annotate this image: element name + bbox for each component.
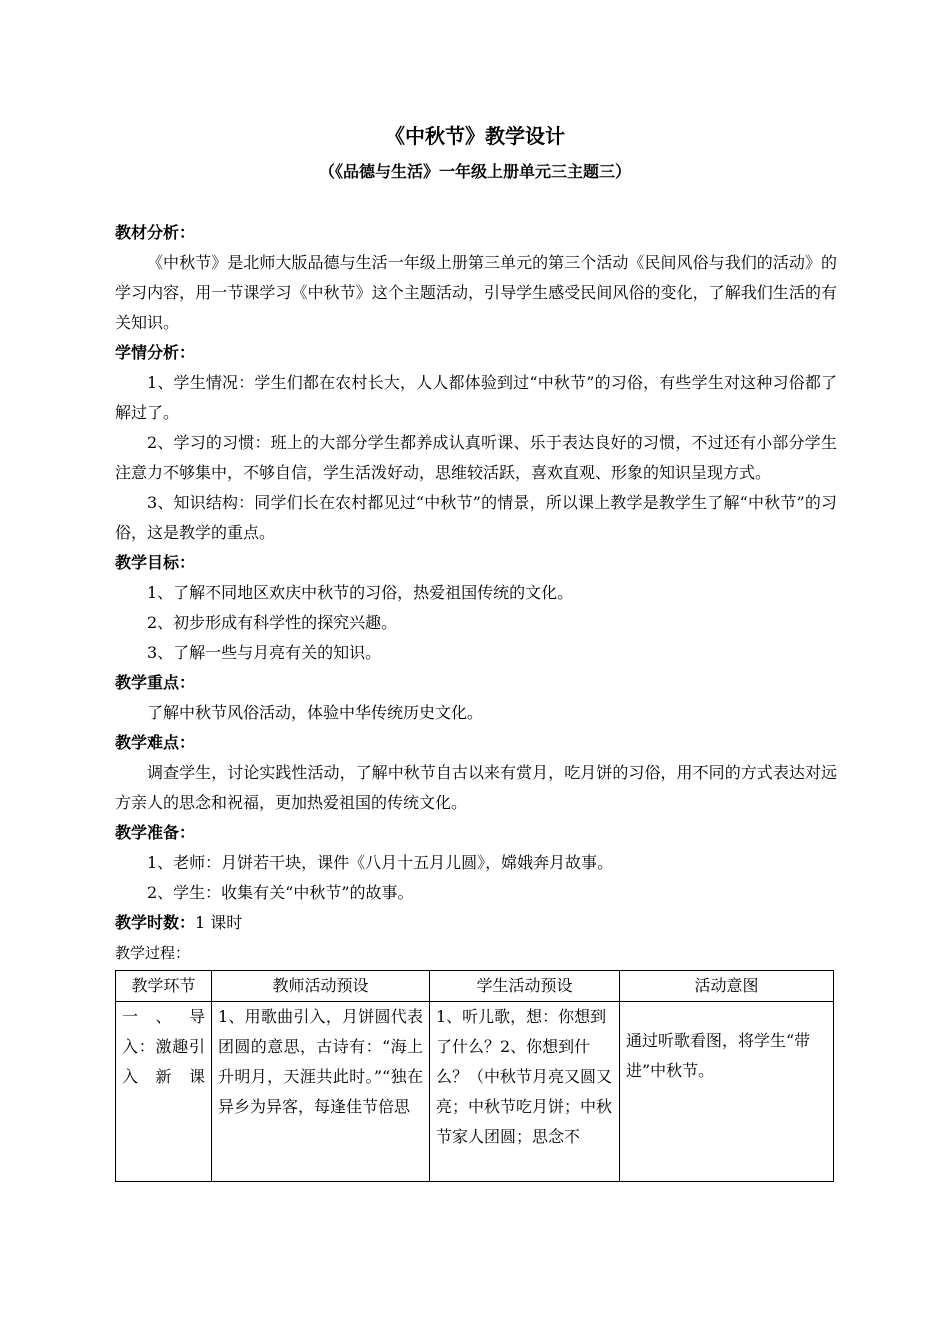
table-header-cell: 教学环节 xyxy=(116,971,212,1002)
table-header-cell: 教师活动预设 xyxy=(212,971,430,1002)
prep-item-2: 2、学生：收集有关“中秋节”的故事。 xyxy=(147,883,414,902)
hours-line xyxy=(115,908,837,938)
goals-item-3: 3、了解一些与月亮有关的知识。 xyxy=(147,643,382,662)
difficulty-text: 调查学生，讨论实践性活动，了解中秋节自古以来有赏月，吃月饼的习俗，用不同的方式表达对远方亲人的思念和祝福，更加热爱祖国的传统文化。 xyxy=(115,763,837,812)
material-text: 《中秋节》是北师大版品德与生活一年级上册第三单元的第三个活动《民间风俗与我们的活动》的学习内容，用一节课学习《中秋节》这个主题活动，引导学生感受民间风俗的变化，了解我们生活的有关知识。 xyxy=(115,253,837,332)
heading-prep: 教学准备： xyxy=(115,823,196,842)
goals-item-1: 1、了解不同地区欢庆中秋节的习俗，热爱祖国传统的文化。 xyxy=(147,583,574,602)
heading-students: 学情分析： xyxy=(115,343,196,362)
intent-cell: 通过听歌看图，将学生“带进”中秋节。 xyxy=(620,1002,834,1182)
process-label: 教学过程： xyxy=(115,944,191,962)
table-header-cell: 活动意图 xyxy=(620,971,834,1002)
student-cell: 1、听儿歌，想：你想到了什么？2、你想到什么？（中秋节月亮又圆又亮；中秋节吃月饼；中秋节家人团圆；思念不 xyxy=(430,1002,620,1182)
table-header-cell: 学生活动预设 xyxy=(430,971,620,1002)
goals-item-2: 2、初步形成有科学性的探究兴趣。 xyxy=(147,613,398,632)
teacher-cell: 1、用歌曲引入，月饼圆代表团圆的意思，古诗有：“海上升明月，天涯共此时。”“独在异乡为异客，每逢佳节倍思 xyxy=(212,1002,430,1182)
doc-title: 《中秋节》教学设计 xyxy=(385,124,565,148)
students-item-2: 2、学习的习惯：班上的大部分学生都养成认真听课、乐于表达良好的习惯，不过还有小部分学生注意力不够集中，不够自信，学生活泼好动，思维较活跃，喜欢直观、形象的知识呈现方式。 xyxy=(115,433,837,482)
heading-material: 教材分析： xyxy=(115,223,196,242)
hours-value: 1 课时 xyxy=(195,913,243,932)
table-row xyxy=(116,1002,834,1182)
heading-goals: 教学目标： xyxy=(115,553,196,572)
doc-body xyxy=(115,218,837,1182)
heading-difficulty: 教学难点： xyxy=(115,733,196,752)
process-table xyxy=(115,970,834,1182)
students-item-1: 1、学生情况：学生们都在农村长大，人人都体验到过“中秋节”的习俗，有些学生对这种习俗都了解过了。 xyxy=(115,373,837,422)
keypoint-text: 了解中秋节风俗活动，体验中华传统历史文化。 xyxy=(147,703,484,722)
students-item-3: 3、知识结构：同学们长在农村都见过“中秋节”的情景，所以课上教学是教学生了解“中秋节”的习俗，这是教学的重点。 xyxy=(115,493,837,542)
table-header-row xyxy=(116,971,834,1002)
heading-keypoint: 教学重点： xyxy=(115,673,196,692)
prep-item-1: 1、老师：月饼若干块，课件《八月十五月儿圆》，嫦娥奔月故事。 xyxy=(147,853,614,872)
heading-hours: 教学时数： xyxy=(115,913,196,932)
doc-subtitle: （《品德与生活》一年级上册单元三主题三） xyxy=(318,162,631,181)
stage-cell: 一 、 导入：激趣引入新课 xyxy=(116,1002,212,1182)
